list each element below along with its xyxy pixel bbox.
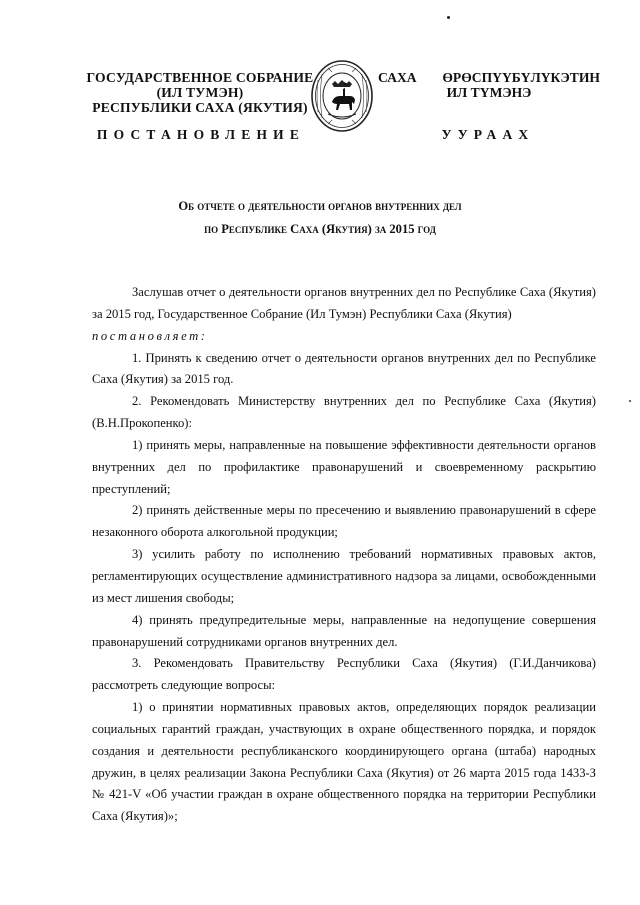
document-title [100, 195, 540, 241]
title-line2: по Республике Саха (Якутия) за 2015 год [204, 222, 436, 236]
clause-3: 3. Рекомендовать Правительству Республики Саха (Якутия) (Г.И.Данчикова) рассмотреть следующие вопросы: [92, 656, 596, 693]
header-right-word2: ӨРӨСПҮҮБҮЛҮКЭТИН [442, 70, 600, 85]
doc-type-sakha: УУРААХ [441, 127, 535, 142]
header-right-word1: САХА [378, 70, 417, 85]
clause-2-item-1: 1) принять меры, направленные на повышение эффективности деятельности органов внутренних дел по профилактике правонарушений и своевременному раскрытию преступлений; [92, 437, 596, 496]
title-line1: Об отчете о деятельности органов внутренних дел [178, 199, 462, 213]
clause-2-item-4: 4) принять предупредительные меры, направленные на недопущение совершения правонарушений сотрудниками органов внутренних дел. [92, 612, 596, 649]
clause-1: 1. Принять к сведению отчет о деятельности органов внутренних дел по Республике Саха (Якутия) за 2015 год. [92, 350, 596, 387]
clause-3-item-1: 1) о принятии нормативных правовых актов, определяющих порядок реализации социальных гарантий граждан, участвующих в охране общественного порядка, и порядок создания и деятельности республиканского координирующего органа (штаба) народных дружин, в целях реализации Закона Республики Саха (Якутия) от 26 марта 2015 года 1433-З № 421-V «Об участии граждан в охране общественного порядка на территории Республики Саха (Якутия)»; [92, 700, 596, 824]
header-left-line3: РЕСПУБЛИКИ САХА (ЯКУТИЯ) [92, 100, 308, 115]
clause-2: 2. Рекомендовать Министерству внутренних дел по Республике Саха (Якутия) (В.Н.Прокопенко): [92, 394, 596, 431]
header-sakha [378, 70, 600, 100]
header-russian [84, 70, 316, 115]
intro-paragraph: Заслушав отчет о деятельности органов внутренних дел по Республике Саха (Якутия) за 2015 год, Государственное Собрание (Ил Тумэн) Республики Саха (Якутия) [92, 285, 596, 321]
resolves-phrase: постановляет: [92, 328, 208, 343]
doc-type-russian: ПОСТАНОВЛЕНИЕ [96, 127, 306, 142]
header-left-line2: (ИЛ ТУМЭН) [156, 85, 244, 100]
header-right-line2: ИЛ ТҮМЭНЭ [446, 85, 532, 100]
emblem-seal-icon [310, 58, 374, 134]
header-left-line1: ГОСУДАРСТВЕННОЕ СОБРАНИЕ [86, 70, 314, 85]
clause-2-item-3: 3) усилить работу по исполнению требований нормативных правовых актов, регламентирующих осуществление административного надзора за лицами, освобожденными из мест лишения свободы; [92, 547, 596, 605]
document-body [92, 282, 596, 828]
scan-speck [629, 400, 631, 402]
scan-speck [447, 16, 450, 19]
clause-2-item-2: 2) принять действенные меры по пресечению и выявлению правонарушений в сфере незаконного оборота алкогольной продукции; [92, 503, 596, 540]
